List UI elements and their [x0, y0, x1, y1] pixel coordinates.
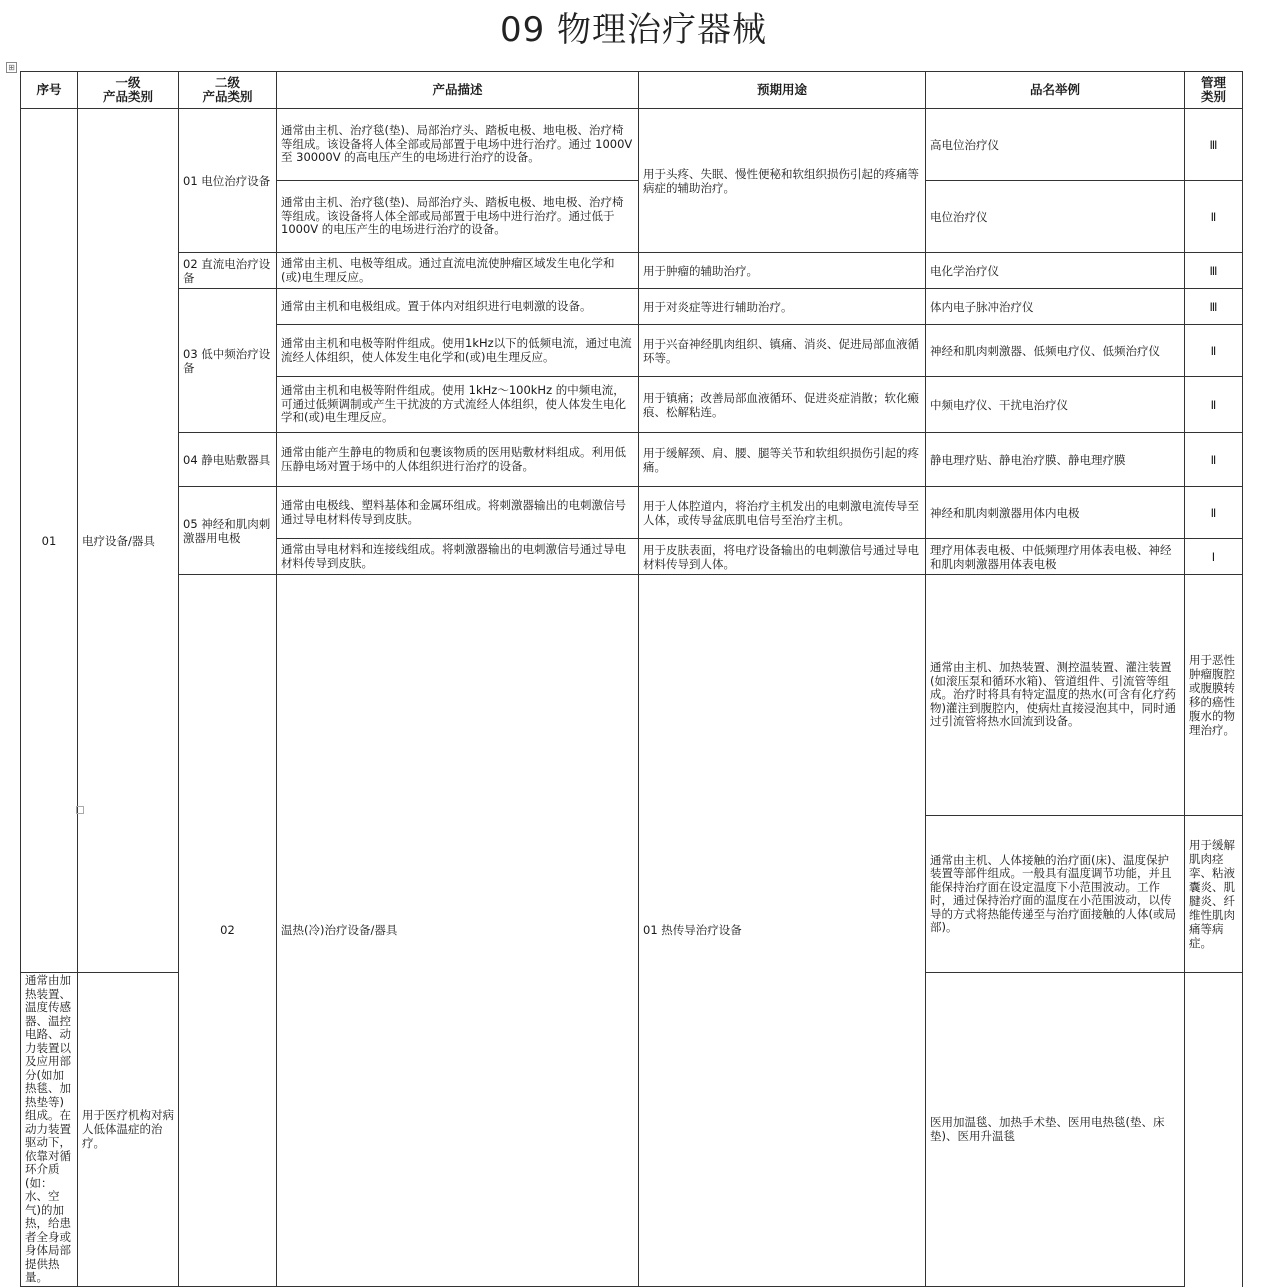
header-category-level1-label: 一级 产品类别 — [102, 75, 153, 104]
management-class: Ⅲ — [1185, 289, 1243, 325]
intended-use: 用于缓解肌肉痉挛、粘液囊炎、肌腱炎、纤维性肌肉痛等病症。 — [1185, 816, 1243, 973]
device-classification-table — [20, 71, 1243, 1287]
management-class: Ⅲ — [1185, 253, 1243, 289]
intended-use: 用于肿瘤的辅助治疗。 — [639, 253, 926, 289]
intended-use: 用于头疼、失眠、慢性便秘和软组织损伤引起的疼痛等病症的辅助治疗。 — [639, 109, 926, 253]
management-class: Ⅱ — [1185, 487, 1243, 539]
management-class: Ⅱ — [1185, 433, 1243, 487]
category-level2: 03 低中频治疗设备 — [179, 289, 277, 433]
serial-no: 01 — [21, 109, 78, 973]
management-class: Ⅱ — [1185, 377, 1243, 433]
product-example: 理疗用体表电极、中低频理疗用体表电极、神经和肌肉刺激器用体表电极 — [926, 539, 1185, 575]
document-title: 09 物理治疗器械 — [499, 10, 768, 50]
intended-use: 用于镇痛；改善局部血液循环、促进炎症消散；软化瘢痕、松解粘连。 — [639, 377, 926, 433]
header-serial-no: 序号 — [21, 72, 78, 109]
table-move-handle-icon[interactable]: ⊞ — [6, 62, 17, 73]
product-description: 通常由主机、加热装置、测控温装置、灌注装置(如滚压泵和循环水箱)、管道组件、引流管等组成。治疗时将具有特定温度的热水(可含有化疗药物)灌注到腹腔内，使病灶直接浸泡其中，同时通过引流管将热水回流到设备。 — [926, 575, 1185, 816]
management-class: Ⅰ — [1185, 539, 1243, 575]
product-example: 神经和肌肉刺激器、低频电疗仪、低频治疗仪 — [926, 325, 1185, 377]
product-description: 通常由主机和电极等附件组成。使用 1kHz～100kHz 的中频电流，可通过低频调制或产生干扰波的方式流经人体组织，使人体发生电化学和(或)电生理反应。 — [277, 377, 639, 433]
product-example: 医用加温毯、加热手术垫、医用电热毯(垫、床垫)、医用升温毯 — [926, 973, 1185, 1287]
table-row — [21, 433, 1243, 487]
intended-use: 用于兴奋神经肌肉组织、镇痛、消炎、促进局部血液循环等。 — [639, 325, 926, 377]
management-class: Ⅱ — [1185, 325, 1243, 377]
category-level2: 04 静电贴敷器具 — [179, 433, 277, 487]
intended-use: 用于缓解颈、肩、腰、腿等关节和软组织损伤引起的疼痛。 — [639, 433, 926, 487]
header-examples: 品名举例 — [926, 72, 1185, 109]
table-row — [21, 575, 1243, 816]
header-description: 产品描述 — [277, 72, 639, 109]
product-example: 体内电子脉冲治疗仪 — [926, 289, 1185, 325]
product-example: 中频电疗仪、干扰电治疗仪 — [926, 377, 1185, 433]
product-description: 通常由主机和电极等附件组成。使用1kHz以下的低频电流，通过电流流经人体组织，使人体发生电化学和(或)电生理反应。 — [277, 325, 639, 377]
category-level1: 电疗设备/器具 — [78, 109, 179, 973]
table-row — [21, 289, 1243, 325]
intended-use: 用于人体腔道内，将治疗主机发出的电刺激电流传导至人体，或传导盆底肌电信号至治疗主机。 — [639, 487, 926, 539]
category-level2: 02 直流电治疗设备 — [179, 253, 277, 289]
header-category-level1 — [78, 72, 179, 109]
category-level1: 温热(冷)治疗设备/器具 — [277, 575, 639, 1287]
table-row — [21, 487, 1243, 539]
product-example: 电位治疗仪 — [926, 181, 1185, 253]
table-row — [21, 109, 1243, 181]
management-class: Ⅱ — [1185, 181, 1243, 253]
intended-use: 用于皮肤表面，将电疗设备输出的电刺激信号通过导电材料传导到人体。 — [639, 539, 926, 575]
table-resize-handle[interactable] — [76, 806, 84, 814]
product-example: 神经和肌肉刺激器用体内电极 — [926, 487, 1185, 539]
product-description: 通常由主机、人体接触的治疗面(床)、温度保护装置等部件组成。一般具有温度调节功能，并且能保持治疗面在设定温度下小范围波动。工作时，通过保持治疗面的温度在小范围波动，以传导的方式将热能传递至与治疗面接触的人体(或局部)。 — [926, 816, 1185, 973]
product-description: 通常由主机和电极组成。置于体内对组织进行电刺激的设备。 — [277, 289, 639, 325]
category-level2: 01 热传导治疗设备 — [639, 575, 926, 1287]
header-intended-use: 预期用途 — [639, 72, 926, 109]
intended-use: 用于对炎症等进行辅助治疗。 — [639, 289, 926, 325]
product-description: 通常由主机、治疗毯(垫)、局部治疗头、踏板电极、地电极、治疗椅等组成。该设备将人体全部或局部置于电场中进行治疗。通过低于 1000V 的电压产生的电场进行治疗的设备。 — [277, 181, 639, 253]
product-example: 高电位治疗仪 — [926, 109, 1185, 181]
product-description: 通常由加热装置、温度传感器、温控电路、动力装置以及应用部分(如加热毯、加热垫等)组成。在动力装置驱动下，依靠对循环介质(如：水、空气)的加热，给患者全身或身体局部提供热量。 — [21, 973, 78, 1287]
header-category-level2-label: 二级 产品类别 — [202, 75, 253, 104]
category-level2: 05 神经和肌肉刺激器用电极 — [179, 487, 277, 575]
product-example: 静电理疗贴、静电治疗膜、静电理疗膜 — [926, 433, 1185, 487]
header-class — [1185, 72, 1243, 109]
intended-use: 用于医疗机构对病人低体温症的治疗。 — [78, 973, 179, 1287]
product-description: 通常由能产生静电的物质和包裹该物质的医用贴敷材料组成。利用低压静电场对置于场中的人体组织进行治疗的设备。 — [277, 433, 639, 487]
header-class-label: 管理 类别 — [1200, 75, 1226, 104]
table-header-row — [21, 72, 1243, 109]
management-class: Ⅲ — [1185, 109, 1243, 181]
header-category-level2 — [179, 72, 277, 109]
serial-no: 02 — [179, 575, 277, 1287]
product-example: 电化学治疗仪 — [926, 253, 1185, 289]
category-level2: 01 电位治疗设备 — [179, 109, 277, 253]
product-description: 通常由导电材料和连接线组成。将刺激器输出的电刺激信号通过导电材料传导到皮肤。 — [277, 539, 639, 575]
intended-use: 用于恶性肿瘤腹腔或腹膜转移的癌性腹水的物理治疗。 — [1185, 575, 1243, 816]
product-description: 通常由主机、电极等组成。通过直流电流使肿瘤区域发生电化学和(或)电生理反应。 — [277, 253, 639, 289]
product-description: 通常由电极线、塑料基体和金属环组成。将刺激器输出的电刺激信号通过导电材料传导到皮肤。 — [277, 487, 639, 539]
product-description: 通常由主机、治疗毯(垫)、局部治疗头、踏板电极、地电极、治疗椅等组成。该设备将人体全部或局部置于电场中进行治疗。通过 1000V 至 30000V 的高电压产生的电场进行治疗的设备。 — [277, 109, 639, 181]
table-row — [21, 253, 1243, 289]
